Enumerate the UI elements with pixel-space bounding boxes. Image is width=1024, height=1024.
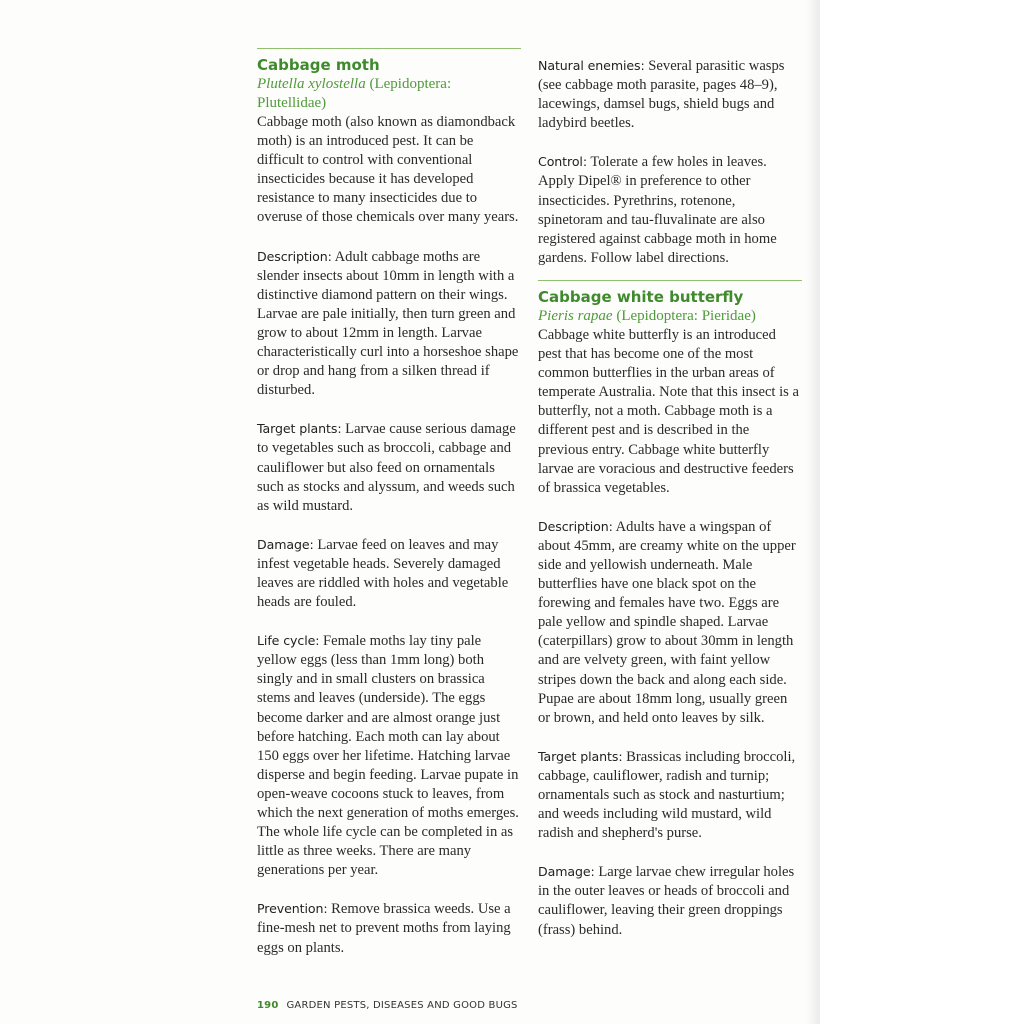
section-text: Larvae cause serious damage to vegetables such as broccoli, cabbage and cauliflower but also feed on ornamentals such as stocks and alyssum, and weeds such as wild mustard.: [257, 421, 516, 514]
section-label: Target plants:: [257, 421, 342, 437]
section-life-cycle: [257, 631, 521, 880]
section-damage: [538, 862, 802, 939]
running-title: GARDEN PESTS, DISEASES AND GOOD BUGS: [286, 1000, 518, 1011]
section-text: Remove brassica weeds. Use a fine-mesh net to prevent moths from laying eggs on plants.: [257, 901, 511, 956]
section-description: [538, 517, 802, 728]
page-number: 190: [257, 1000, 279, 1011]
taxonomy: (Lepidoptera: Plutellidae): [257, 76, 452, 111]
page-edge-shadow: [806, 0, 820, 1024]
section-text: Several parasitic wasps (see cabbage moth parasite, pages 48–9), lacewings, damsel bugs, shield bugs and ladybird beetles.: [538, 58, 785, 132]
right-column: [538, 56, 802, 940]
taxonomy: (Lepidoptera: Pieridae): [612, 307, 756, 324]
section-text: Adult cabbage moths are slender insects about 10mm in length with a distinctive diamond pattern on their wings. Larvae are pale initially, then turn green and grow to about 12mm in length. Larvae characteristically curl into a horseshoe shape or drop and hang from a silken thread if disturbed.: [257, 248, 519, 399]
section-prevention: [257, 899, 521, 957]
section-target-plants: [538, 747, 802, 843]
section-label: Target plants:: [538, 748, 623, 764]
left-column: [257, 48, 521, 958]
section-rule: [257, 48, 521, 49]
section-label: Description:: [257, 248, 332, 264]
section-target-plants: [257, 419, 521, 515]
section-label: Natural enemies:: [538, 58, 645, 73]
section-text: Large larvae chew irregular holes in the outer leaves or heads of broccoli and cauliflower, leaving their green droppings (frass) behind.: [538, 864, 795, 938]
scientific-name-italic: Plutella xylostella: [257, 76, 366, 92]
section-text: Larvae feed on leaves and may infest vegetable heads. Severely damaged leaves are riddled with holes and vegetable heads are fouled.: [257, 536, 509, 611]
section-rule: [538, 280, 802, 281]
section-text: Brassicas including broccoli, cabbage, cauliflower, radish and turnip; ornamentals such as stock and nasturtium; and weeds including wild mustard, wild radish and shepherd's purse.: [538, 748, 796, 842]
section-label: Damage:: [257, 536, 314, 552]
section-description: [257, 247, 521, 401]
section-label: Life cycle:: [257, 633, 320, 649]
section-text: Tolerate a few holes in leaves. Apply Dipel® in preference to other insecticides. Pyrethrins, rotenone, spinetoram and tau-fluvalinate are also registered against cabbage moth in home gardens. Follow label directions.: [538, 154, 777, 266]
section-label: Damage:: [538, 864, 595, 880]
section-control: [538, 152, 802, 268]
section-natural-enemies: [538, 56, 802, 133]
section-text: Adults have a wingspan of about 45mm, are creamy white on the upper side and yellowish underneath. Male butterflies have one black spot on the forewing and females have two. Eggs are pale yellow and spindle shaped. Larvae (caterpillars) grow to about 30mm in length and are velvety green, with faint yellow stripes down the back and along each side. Pupae are about 18mm long, usually green or brown, and held onto leaves by silk.: [538, 518, 796, 726]
entry-intro: Cabbage white butterfly is an introduced pest that has become one of the most common butterflies in the urban areas of temperate Australia. Note that this insect is a butterfly, not a moth. Cabbage moth is a different pest and is described in the previous entry. Cabbage white butterfly larvae are voracious and destructive feeders of brassica vegetables.: [538, 326, 799, 496]
section-label: Control:: [538, 154, 587, 170]
scientific-name-italic: Pieris rapae: [538, 307, 613, 324]
section-damage: [257, 535, 521, 612]
entry-title-cabbage-white-butterfly: Cabbage white butterfly: [538, 287, 744, 306]
entry-title-cabbage-moth: Cabbage moth: [257, 56, 380, 74]
section-label: Prevention:: [257, 901, 328, 917]
entry-intro: Cabbage moth (also known as diamondback moth) is an introduced pest. It can be difficult to control with conventional insecticides because it has developed resistance to many insecticides due to overuse of those chemicals over many years.: [257, 114, 519, 226]
scientific-name: [257, 75, 521, 113]
page-footer: [257, 1000, 518, 1011]
section-text: Female moths lay tiny pale yellow eggs (less than 1mm long) both singly and in small clusters on brassica stems and leaves (underside). The eggs become darker and are almost orange just before hatching. Each moth can lay about 150 eggs over her lifetime. Hatching larvae disperse and begin feeding. Larvae pupate in open-weave cocoons stuck to leaves, from which the next generation of moths emerges. The whole life cycle can be completed in as little as three weeks. There are many generations per year.: [257, 633, 519, 879]
section-label: Description:: [538, 518, 613, 534]
scientific-name: [538, 307, 802, 326]
